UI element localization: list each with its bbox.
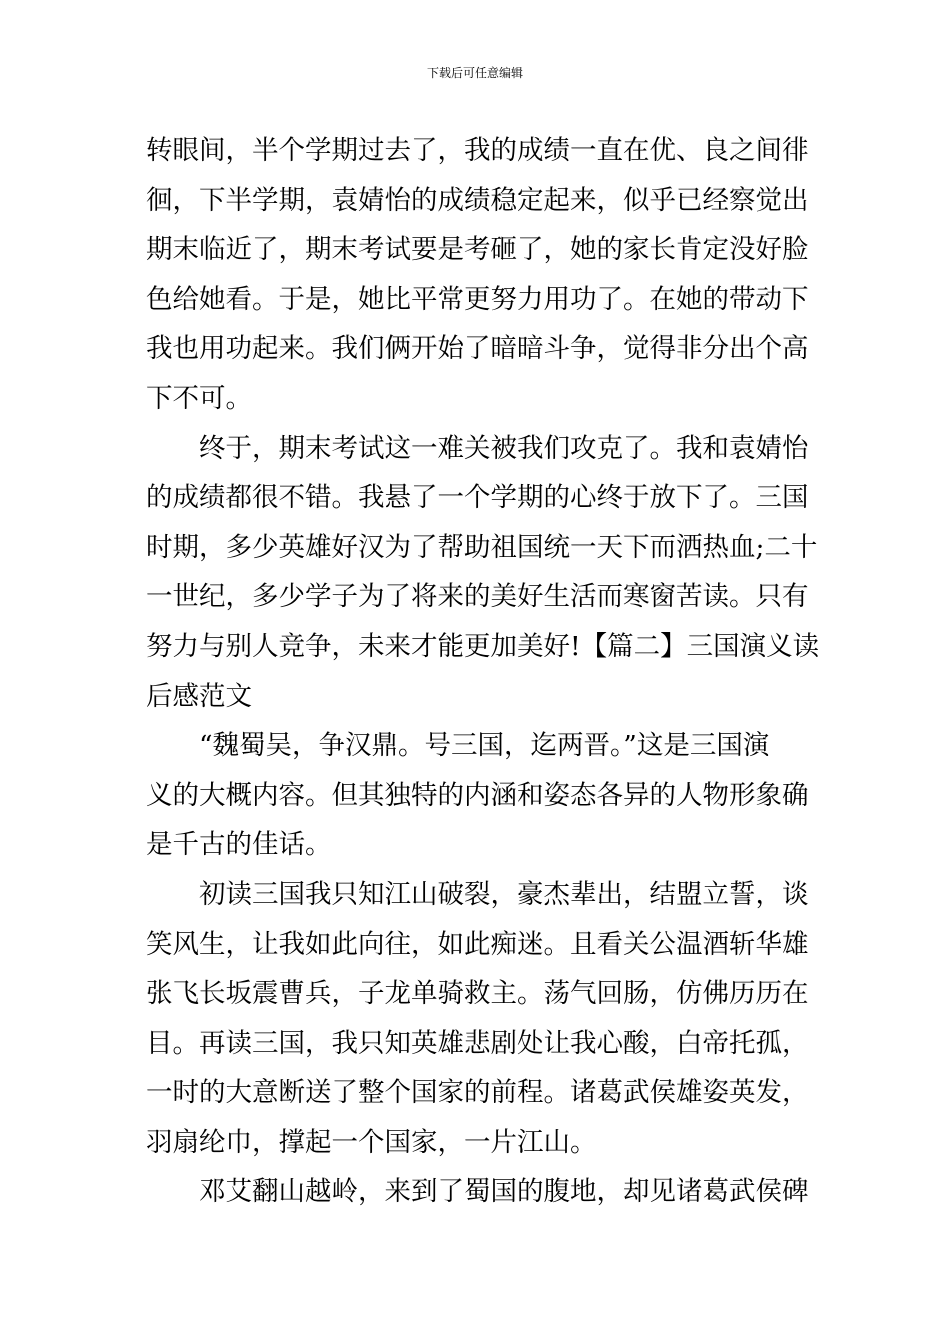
- text-line: 的成绩都很不错。我悬了一个学期的心终于放下了。三国: [146, 482, 809, 514]
- text-line: 徊，下半学期，袁婧怡的成绩稳定起来，似乎已经察觉出: [146, 184, 809, 216]
- text-line: 笑风生，让我如此向往，如此痴迷。且看关公温酒斩华雄: [146, 928, 809, 960]
- text-line: 后感范文: [146, 680, 252, 712]
- text-line: 羽扇纶巾，撑起一个国家，一片江山。: [146, 1126, 597, 1158]
- text-line: 是千古的佳话。: [146, 829, 332, 861]
- text-line: 一世纪，多少学子为了将来的美好生活而寒窗苦读。只有: [146, 581, 809, 613]
- text-line: 期末临近了，期末考试要是考砸了，她的家长肯定没好脸: [146, 234, 809, 266]
- document-body: [146, 126, 820, 1217]
- text-line: 一时的大意断送了整个国家的前程。诸葛武侯雄姿英发，: [146, 1077, 809, 1109]
- text-line: 初读三国我只知江山破裂，豪杰辈出，结盟立誓，谈: [199, 878, 809, 910]
- text-line: 邓艾翻山越岭，来到了蜀国的腹地，却见诸葛武侯碑: [199, 1176, 809, 1208]
- text-line: 色给她看。于是，她比平常更努力用功了。在她的带动下: [146, 283, 809, 315]
- text-line: 义的大概内容。但其独特的内涵和姿态各异的人物形象确: [146, 779, 809, 811]
- text-line: 我也用功起来。我们俩开始了暗暗斗争，觉得非分出个高: [146, 333, 809, 365]
- text-line: “魏蜀吴，争汉鼎。号三国，迄两晋。”这是三国演: [199, 730, 770, 762]
- page-header: 下载后可任意编辑: [426, 66, 523, 80]
- text-line: 时期，多少英雄好汉为了帮助祖国统一天下而洒热血;二十: [146, 531, 818, 563]
- text-line: 目。再读三国，我只知英雄悲剧处让我心酸，白帝托孤，: [146, 1027, 809, 1059]
- text-line: 努力与别人竞争，未来才能更加美好!【篇二】三国演义读: [146, 630, 820, 662]
- text-line: 张飞长坂震曹兵，子龙单骑救主。荡气回肠，仿佛历历在: [146, 978, 809, 1010]
- text-line: 转眼间，半个学期过去了，我的成绩一直在优、良之间徘: [146, 135, 809, 166]
- text-line: 下不可。: [146, 382, 252, 414]
- text-line: 终于，期末考试这一难关被我们攻克了。我和袁婧怡: [199, 432, 809, 464]
